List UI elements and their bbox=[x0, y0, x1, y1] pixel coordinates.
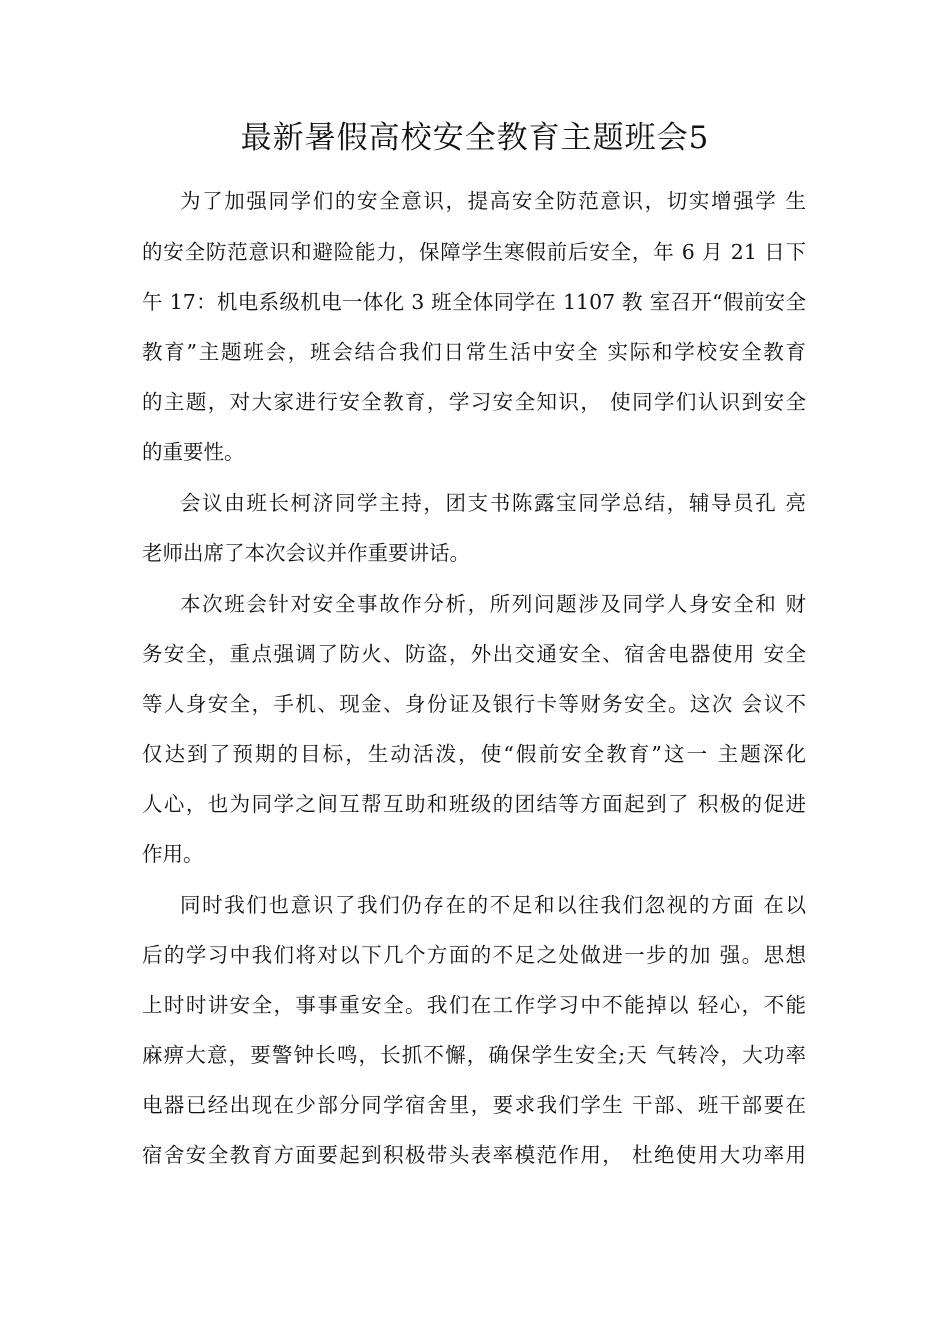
paragraph-3-line-1: 本次班会针对安全事故作分析，所列问题涉及同学人身安全和 财 bbox=[180, 592, 806, 616]
paragraph-1-line-3: 午 17：机电系级机电一体化 3 班全体同学在 1107 教 室召开“假前安全 bbox=[142, 290, 806, 314]
paragraph-1-line-1: 为了加强同学们的安全意识，提高安全防范意识，切实增强学 生 bbox=[180, 189, 806, 213]
paragraph-2-line-1: 会议由班长柯济同学主持，团支书陈露宝同学总结，辅导员孔 亮 bbox=[180, 491, 806, 515]
paragraph-1-line-2: 的安全防范意识和避险能力，保障学生寒假前后安全，年 6 月 21 日下 bbox=[142, 240, 806, 264]
paragraph-2-line-2: 老师出席了本次会议并作重要讲话。 bbox=[142, 541, 470, 565]
paragraph-4-line-6: 宿舍安全教育方面要起到积极带头表率模范作用， 杜绝使用大功率用 bbox=[142, 1143, 806, 1167]
paragraph-4-line-2: 后的学习中我们将对以下几个方面的不足之处做进一步的加 强。思想 bbox=[142, 943, 806, 967]
paragraph-3-line-4: 仅达到了预期的目标，生动活泼，使“假前安全教育”这一 主题深化 bbox=[142, 742, 806, 766]
paragraph-1-line-4: 教育”主题班会，班会结合我们日常生活中安全 实际和学校安全教育 bbox=[142, 340, 806, 364]
paragraph-3-line-6: 作用。 bbox=[142, 842, 204, 866]
paragraph-4-line-4: 麻痹大意，要警钟长鸣，长抓不懈，确保学生安全;天 气转冷，大功率 bbox=[142, 1043, 806, 1067]
paragraph-1-line-6: 的重要性。 bbox=[142, 440, 245, 464]
document-title: 最新暑假高校安全教育主题班会5 bbox=[240, 120, 710, 156]
paragraph-4-line-1: 同时我们也意识了我们仍存在的不足和以往我们忽视的方面 在以 bbox=[180, 893, 806, 917]
paragraph-4-line-5: 电器已经出现在少部分同学宿舍里，要求我们学生 干部、班干部要在 bbox=[142, 1093, 806, 1117]
paragraph-3-line-3: 等人身安全，手机、现金、身份证及银行卡等财务安全。这次 会议不 bbox=[142, 692, 806, 716]
paragraph-4-line-3: 上时时讲安全，事事重安全。我们在工作学习中不能掉以 轻心，不能 bbox=[142, 993, 806, 1017]
paragraph-3-line-2: 务安全，重点强调了防火、防盗，外出交通安全、宿舍电器使用 安全 bbox=[142, 642, 806, 666]
paragraph-3-line-5: 人心，也为同学之间互帮互助和班级的团结等方面起到了 积极的促进 bbox=[142, 792, 806, 816]
paragraph-1-line-5: 的主题，对大家进行安全教育，学习安全知识， 使同学们认识到安全 bbox=[142, 390, 806, 414]
